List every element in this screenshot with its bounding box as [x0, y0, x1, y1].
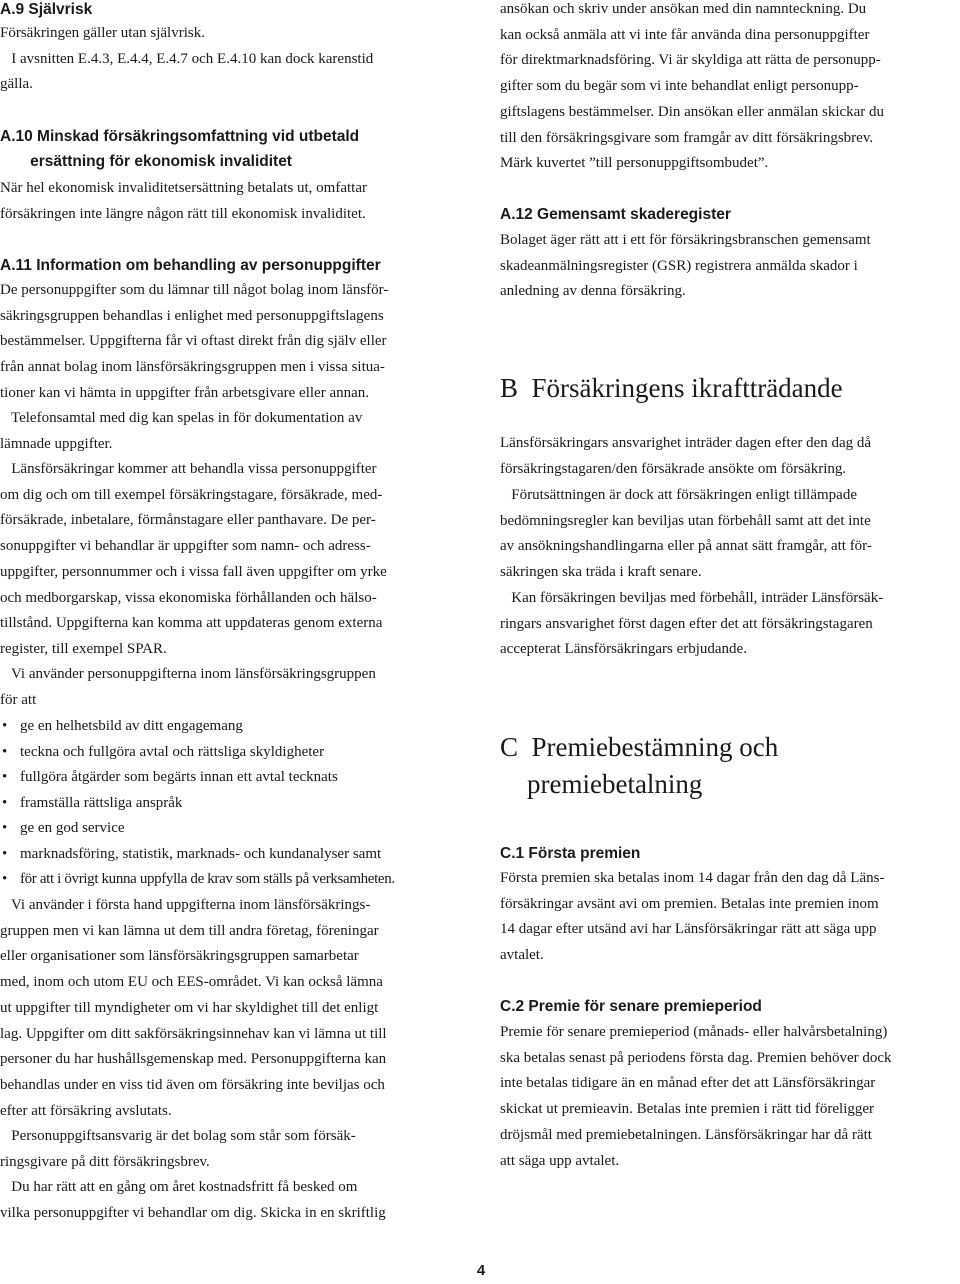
bullet-icon: • — [2, 718, 8, 734]
section-a11-heading: A.11 Information om behandling av personuppgifter — [0, 257, 381, 274]
section-a12-heading: A.12 Gemensamt skaderegister — [500, 206, 731, 223]
section-b-paragraph-3: Kan försäkringen beviljas med förbehåll, inträder Länsförsäk- ringars ansvarighet först dagen efter det att försäkringstagaren accepterat Länsförsäkringars erbjudande. — [500, 590, 884, 658]
section-a12-body: Bolaget äger rätt att i ett för försäkringsbranschen gemensamt skadeanmälningsregister (GSR) registrera anmälda skador i anledning av denna försäkring. — [500, 232, 871, 300]
section-a11-paragraph-1: De personuppgifter som du lämnar till något bolag inom länsför- säkringsgruppen behandlas i enlighet med personuppgiftslagens bestämmelser. Uppgifterna får vi oftast direkt från dig själv eller från annat bolag inom länsförsäkringsgruppen men i vissa situa- tioner kan vi hämta in uppgifter från arbetsgivare eller annan. — [0, 282, 389, 401]
bullet-icon: • — [2, 769, 8, 785]
section-b-paragraph-2: Förutsättningen är dock att försäkringen enligt tillämpade bedömningsregler kan beviljas utan förbehåll samt att det inte av ansökningshandlingarna eller på annat sätt framgår, att för- säkringen ska träda i kraft senare. — [500, 487, 872, 581]
section-a11-paragraph-2: Telefonsamtal med dig kan spelas in för dokumentation av lämnade uppgifter. — [0, 410, 363, 452]
bullet-icon: • — [2, 846, 8, 862]
section-b-paragraph-1: Länsförsäkringars ansvarighet inträder dagen efter den dag då försäkringstagaren/den försäkrade ansökte om försäkring. — [500, 435, 872, 477]
section-a10-body: När hel ekonomisk invaliditetsersättning betalats ut, omfattar försäkringen inte längre någon rätt till ekonomisk invaliditet. — [0, 180, 367, 222]
section-a11-paragraph-3: Länsförsäkringar kommer att behandla vissa personuppgifter om dig och om till exempel försäkringstagare, försäkrade, med- försäkrade, inbetalare, förmånstagare eller panthavare. De per- sonuppgifter vi behandlar är uppgifter som namn- och adress- uppgifter, personnummer och i vissa fall även uppgifter om yrke och medborgarskap, vissa ekonomiska förhållanden och hälso- tillstånd. Uppgifterna kan komma att uppdateras genom externa register, till exempel SPAR. — [0, 461, 387, 657]
section-a11-paragraph-7: Du har rätt att en gång om året kostnadsfritt få besked om vilka personuppgifter vi behandlar om dig. Skicka in en skriftlig — [0, 1179, 386, 1221]
page-number: 4 — [476, 1262, 486, 1279]
section-b-heading: B Försäkringens ikraftträdande — [500, 373, 843, 403]
bullet-icon: • — [2, 871, 7, 887]
section-a10-heading: A.10 Minskad försäkringsomfattning vid utbetald ersättning för ekonomisk invaliditet — [0, 128, 360, 170]
section-a9-body: Försäkringen gäller utan självrisk. I avsnitten E.4.3, E.4.4, E.4.7 och E.4.10 kan dock karenstid gälla. — [0, 25, 374, 93]
section-c-heading: C Premiebestämning och premiebetalning — [500, 732, 779, 799]
section-a11-continuation: ansökan och skriv under ansökan med din namnteckning. Du kan också anmäla att vi inte får använda dina personuppgifter för direktmarknadsföring. Vi är skyldiga att rätta de personupp- gifter som du begär som vi inte behandlat enligt personupp- giftslagens bestämmelser. Din ansökan eller anmälan skickar du till den försäkringsgivare som framgår av ditt försäkringsbrev. Märk kuvertet ”till personuppgiftsombudet”. — [500, 1, 885, 172]
section-c1-body: Första premien ska betalas inom 14 dagar från den dag då Läns- försäkringar avsänt avi om premien. Betalas inte premien inom 14 dagar efter utsänd avi har Länsförsäkringar rätt att säga upp avtalet. — [500, 870, 885, 964]
section-a11-paragraph-6: Personuppgiftsansvarig är det bolag som står som försäk- ringsgivare på ditt försäkringsbrev. — [0, 1128, 356, 1170]
section-c2-body: Premie för senare premieperiod (månads- eller halvårsbetalning) ska betalas senast på periodens första dag. Premien behöver dock inte betalas tidigare än en månad efter det att Länsförsäkringar skickat ut premieavin. Betalas inte premien i rätt tid föreligger dröjsmål med premiebetalningen. Länsförsäkringar har då rätt att säga upp avtalet. — [500, 1024, 892, 1169]
section-c1-heading: C.1 Första premien — [500, 845, 641, 862]
section-a11-paragraph-5: Vi använder i första hand uppgifterna inom länsförsäkrings- gruppen men vi kan lämna ut dem till andra företag, föreningar eller organisationer som länsförsäkringsgruppen samarbetar med, inom och utom EU och EES-området. Vi kan också lämna ut uppgifter till myndigheter om vi har skyldighet till det enligt lag. Uppgifter om ditt sakförsäkringsinnehav kan vi lämna ut till personer du har hushållsgemenskap med. Personuppgifterna kan behandlas under en viss tid även om försäkring inte beviljas och efter att försäkring avslutats. — [0, 897, 387, 1119]
bullet-icon: • — [2, 744, 8, 760]
bullet-icon: • — [2, 820, 8, 836]
section-a9-heading: A.9 Självrisk — [0, 1, 93, 18]
section-a11-paragraph-4: Vi använder personuppgifterna inom länsförsäkringsgruppen för att — [0, 666, 376, 708]
section-c2-heading: C.2 Premie för senare premieperiod — [500, 998, 762, 1015]
bullet-icon: • — [2, 795, 8, 811]
